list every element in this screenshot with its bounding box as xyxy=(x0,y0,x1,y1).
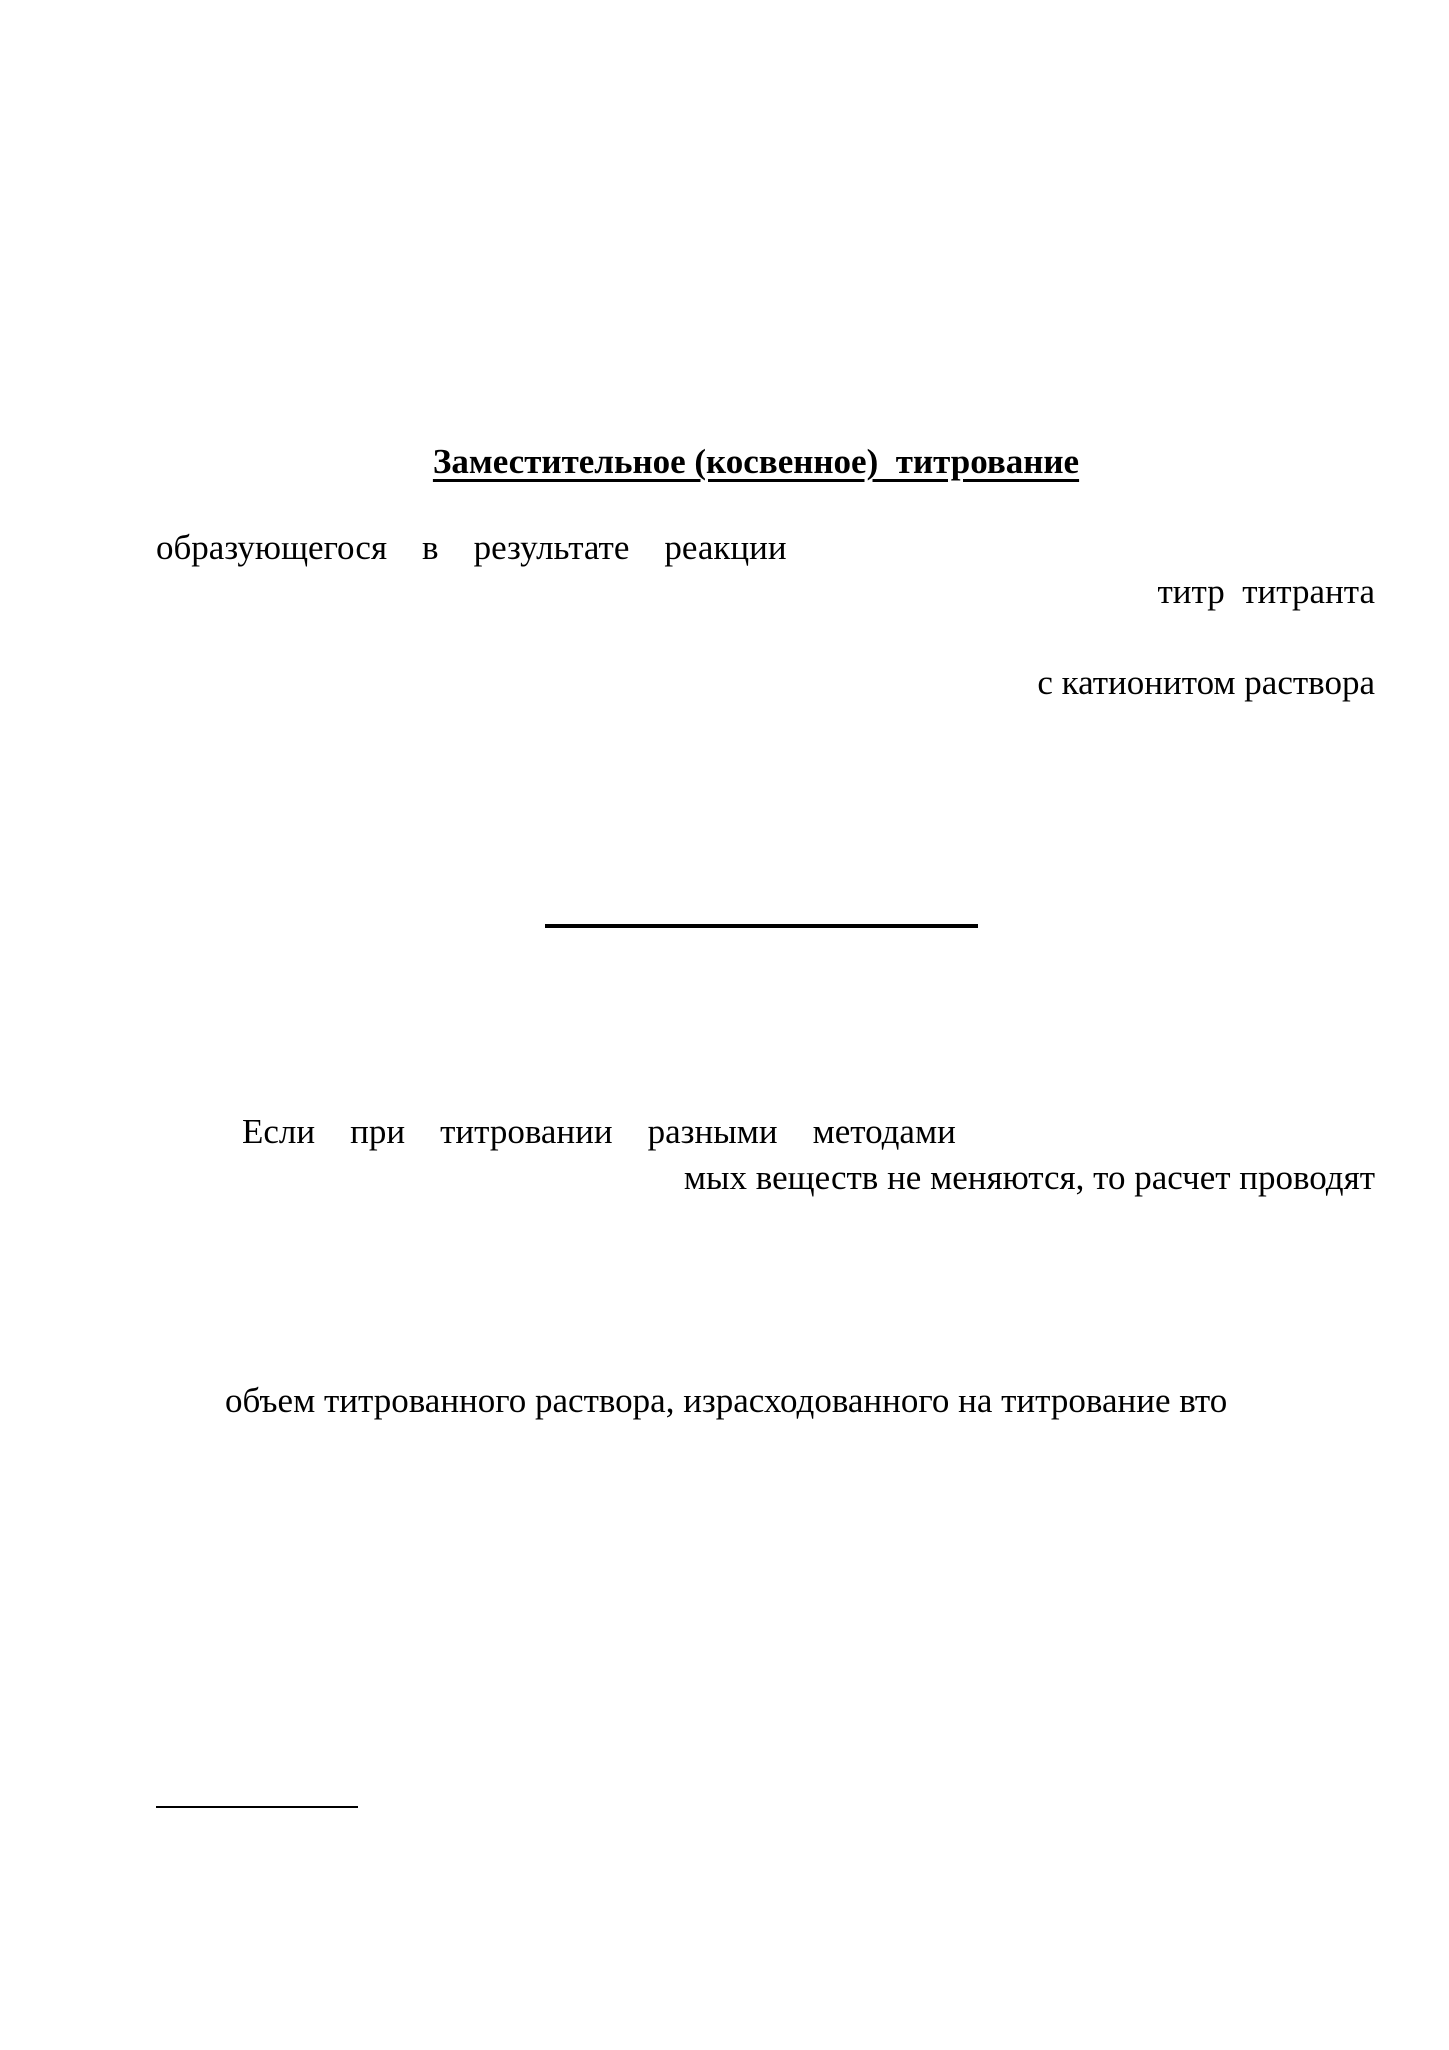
text-line-titration-methods: Если при титровании разными методами xyxy=(242,1112,956,1151)
text-line-reaction: образующегося в результате реакции xyxy=(156,528,787,567)
text-line-calculation: мых веществ не меняются, то расчет проводят xyxy=(683,1158,1375,1197)
text-line-titrant-titer: титр титранта xyxy=(1157,572,1375,611)
fraction-line xyxy=(545,924,978,928)
section-title: Заместительное (косвенное) титрование xyxy=(432,442,1080,481)
text-line-cation-exchanger: с катионитом раствора xyxy=(1037,663,1375,702)
text-line-titrated-volume: объем титрованного раствора, израсходованного на титрование вто xyxy=(225,1381,1228,1420)
footnote-separator xyxy=(156,1806,358,1808)
